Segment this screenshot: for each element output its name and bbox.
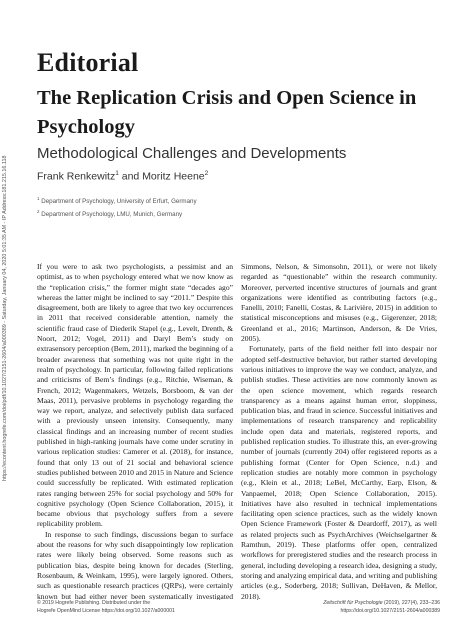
- author-affiliation-mark: 2: [204, 170, 209, 177]
- author-affiliation-mark: 1: [115, 170, 119, 177]
- footer-line: © 2019 Hogrefe Publishing. Distributed under the: [37, 600, 151, 606]
- affiliation-text: Department of Psychology, University of Erfurt, Germany: [41, 198, 197, 206]
- body-paragraph: Fortunately, parts of the field neither fell into despair nor adopted self-destructive behavior, but rather started developing various initiatives to improve the way we conduct, analyze, and publish studies. These activities are now commonly known as the open science movement, which regards research transparency as a means against human error, sloppiness, publication bias, and fraud in science. Successful initiatives and implementations of research transparency and replicability include open data and materials, registered reports, and published replication studies. To illustrate this, an ever-growing number of journals (currently 204) offer registered reports as a publishing format (Center for Open Science, n.d.) and replication studies are notably more common in psychology (e.g., Klein et al., 2018; LeBel, McCarthy, Earp, Elson, & Vanpaemel, 2018; Open Science Collaboration, 2015). Initiatives have also resulted in technical implementations facilitating open science practices, such as the widely known Open Science Framework (Foster & Deardorff, 2017), as well as related projects such as PsychArchives (Weichselgartner & Ramthun, 2019). These platforms offer open, centralized workflows for preregistered studies and the research process in general, including developing a research idea, designing a study, storing and analyzing empirical data, and writing and publishing articles (e.g., Soderberg, 2018; Sullivan, DeHaven, & Mellor, 2018).: [241, 344, 437, 600]
- author-joiner: and: [118, 170, 143, 183]
- affiliation-mark: 1: [37, 196, 40, 201]
- doi-link[interactable]: https://doi.org/10.1027/2151-2604/a000389: [340, 607, 440, 614]
- affiliation-item: [37, 207, 197, 220]
- copyright-footer: [37, 600, 175, 615]
- body-column-left: [37, 262, 233, 600]
- citation-footer: [323, 600, 440, 615]
- body-paragraph: Simmons, Nelson, & Simonsohn, 2011), or were not likely regarded as “questionable” within the research community. Moreover, perverted incentive structures of journals and grant organizations were identified as contributing factors (e.g., Fanelli, 2010; Fanelli, Costas, & Larivière, 2015) in addition to statistical misconceptions and misuses (e.g., Gigerenzer, 2018; Greenland et al., 2016; Martinson, Anderson, & De Vries, 2005).: [241, 262, 437, 344]
- author-line: [37, 170, 208, 183]
- footer-line: [323, 600, 440, 608]
- affiliation-mark: 2: [37, 209, 40, 215]
- author-name: Frank Renkewitz: [37, 170, 116, 183]
- download-watermark: https://econtent.hogrefe.com/doi/pdf/10.1027/2151-2604/a000389 - Saturday, January 04, 2020 5:01:35 AM - IP Address:181.215.16.118: [2, 155, 8, 481]
- body-column-right: [241, 262, 437, 600]
- body-paragraph: In response to such findings, discussions began to surface about the reasons for why such disappointingly low replication rates were likely being observed. Some reasons such as publication bias, despite being known for decades (Sterling, Rosenbaum, & Weinkam, 1995), were largely ignored. Others, such as questionable research practices (QRPs), were certainly known but had either never been systematically investigated: [37, 529, 233, 600]
- article-title: The Replication Crisis and Open Science in Psychology: [37, 87, 417, 138]
- affiliation-item: [37, 194, 197, 207]
- article-subtitle: Methodological Challenges and Developments: [37, 145, 347, 162]
- affiliations: [37, 194, 197, 220]
- affiliation-text: Department of Psychology, LMU, Munich, Germany: [41, 211, 183, 219]
- journal-name: Zeitschrift für Psychologie: [323, 600, 383, 606]
- body-paragraph: If you were to ask two psychologists, a pessimist and an optimist, as to when psychology entered what we now know as the “replication crisis,” the former might state “decades ago” whereas the latter might be inclined to say “2011.” Despite this disagreement, both are likely to agree that two key occurrences in 2011 that received considerable attention, namely the scientific fraud case of Diederik Stapel (e.g., Levelt, Drenth, & Noort, 2012; Vogel, 2011) and Daryl Bem’s study on extrasensory perception (Bem, 2011), marked the beginning of a broader awareness that something was not quite right in the realm of psychology. In particular, following failed replications and criticisms of Bem’s findings (e.g., Ritchie, Wiseman, & French, 2012; Wagenmakers, Wetzels, Borsboom, & van der Maas, 2011), pervasive problems in psychology regarding the way we report, analyze, and selectively publish data surfaced with a previously unseen intensity. Consequently, many classical findings and an increasing number of recent studies published in high-ranking journals have come under scrutiny in various replication studies: Camerer et al. (2018), for instance, found that only 13 out of 21 social and behavioral science studies published between 2010 and 2015 in Nature and Science could successfully be replicated. With estimated replication rates ranging between 25% for social psychology and 50% for cognitive psychology (Open Science Collaboration, 2015), it became obvious that psychology suffers from a severe replicability problem.: [37, 262, 233, 529]
- license-link[interactable]: Hogrefe OpenMind License https://doi.org/10.1027/a000001: [37, 607, 175, 614]
- volume-pages: (2019), 227(4), 233–236: [382, 600, 440, 606]
- section-label: Editorial: [37, 48, 139, 77]
- author-name: Moritz Heene: [142, 170, 205, 183]
